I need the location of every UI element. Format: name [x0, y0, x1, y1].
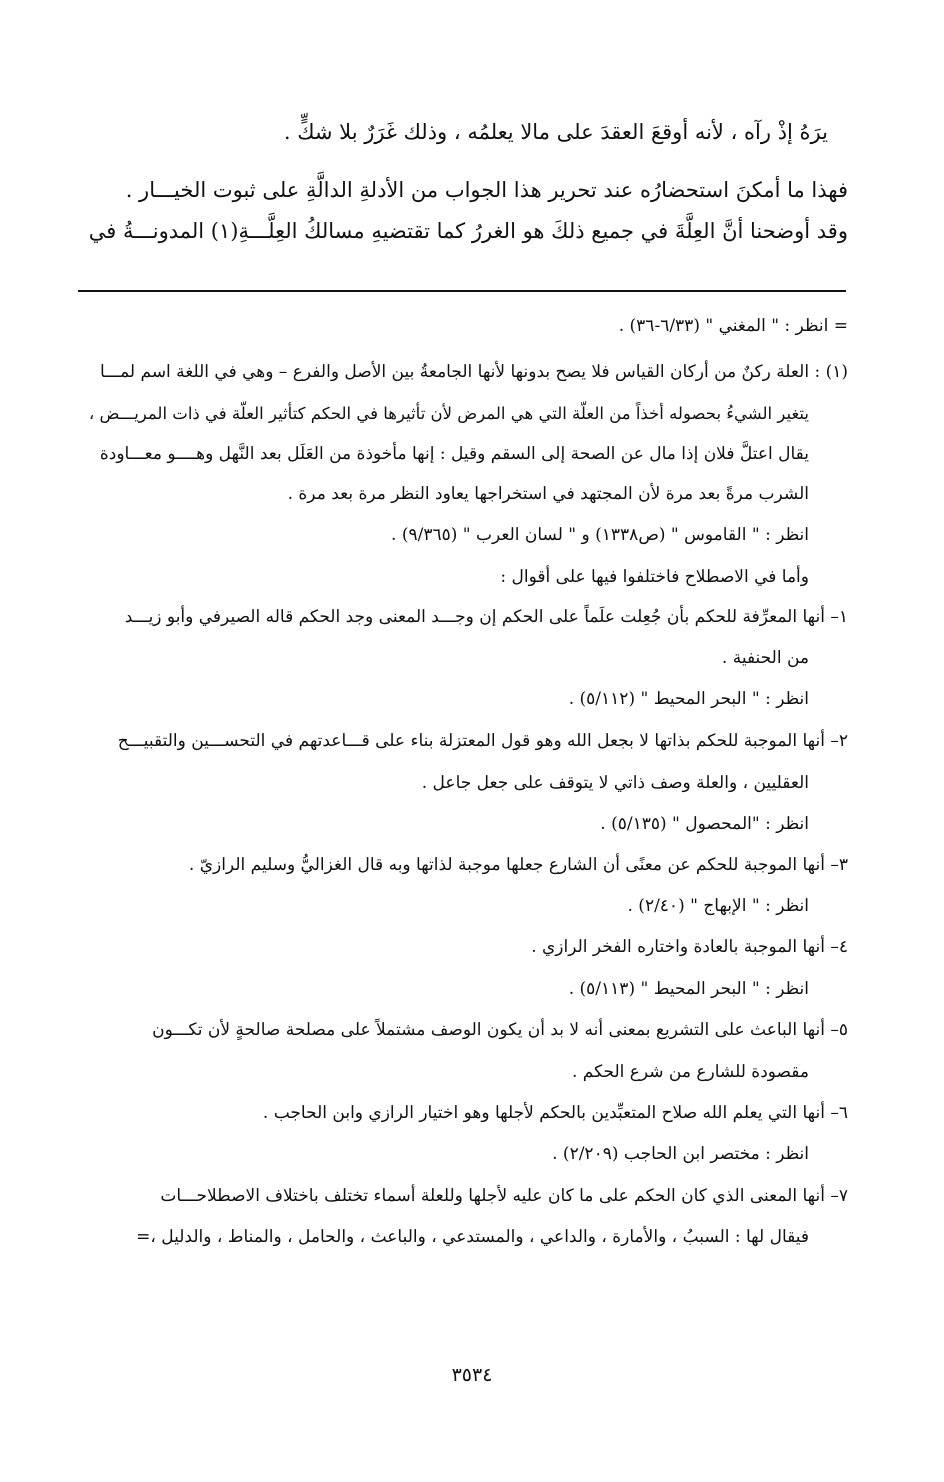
page-number: ٣٥٣٤: [451, 1364, 493, 1386]
footnote-line-19: مقصودة للشارع من شرع الحكم .: [571, 1062, 809, 1082]
footnote-line-1: = انظر : " المغني " (٦/٣٣-٣٦) .: [618, 316, 848, 336]
footnote-line-22: ٧– أنها المعنى الذي كان الحكم على ما كان عليه لأجلها وللعلة أسماء تختلف باختلاف الاصطلاحـــات: [160, 1186, 848, 1206]
footnote-line-10: انظر : " البحر المحيط " (٥/١١٢) .: [568, 689, 809, 709]
footnote-line-21: انظر : مختصر ابن الحاجب (٢/٢٠٩) .: [552, 1144, 809, 1164]
footnote-line-13: انظر : "المحصول " (٥/١٣٥) .: [600, 814, 809, 834]
body-line-1: يرَهُ إذْ رآه ، لأنه أوقعَ العقدَ على مالا يعلمُه ، وذلك غَرَرٌ بلا شكٍّ .: [283, 120, 828, 144]
footnote-line-4: يقال اعتلَّ فلان إذا مال عن الصحة إلى السقم وقيل : إنها مأخوذة من العَلَل بعد النَّهل وهــــو معـــاودة: [99, 444, 809, 464]
footnote-line-8: ١– أنها المعرِّفة للحكم بأن جُعِلت علَماً على الحكم إن وجـــد المعنى وجد الحكم قاله الصيرفي وأبو زيـــد: [124, 607, 848, 627]
footnote-line-15: انظر : " الإبهاج " (٢/٤٠) .: [627, 896, 809, 916]
footnote-separator: [78, 290, 846, 292]
body-line-2: فهذا ما أمكنَ استحضارُه عند تحرير هذا الجواب من الأدلةِ الدالَّةِ على ثبوت الخيـــار .: [125, 178, 848, 202]
body-line-3: وقد أوضحنا أنَّ العِلَّةَ في جميع ذلكَ هو الغررُ كما تقتضيهِ مسالكُ العِلَّـــةِ(١) المدونـــةُ في: [88, 219, 848, 243]
footnote-line-17: انظر : " البحر المحيط " (٥/١١٣) .: [568, 979, 809, 999]
footnote-line-9: من الحنفية .: [721, 648, 809, 668]
footnote-line-3: يتغير الشيءُ بحصوله أخذاً من العلّة التي هي المرض لأن تأثيرها في الحكم كتأثير العلّة في ذات المريـــض ،: [88, 404, 809, 423]
footnote-line-2: (١) : العلة ركنٌ من أركان القياس فلا يصح بدونها لأنها الجامعةُ بين الأصل والفرع – وهي في اللغة اسم لمـــا: [99, 362, 848, 382]
footnote-line-5: الشرب مرةً بعد مرة لأن المجتهد في استخراجها يعاود النظر مرة بعد مرة .: [287, 484, 809, 504]
footnote-line-6: انظر : " القاموس " (ص١٣٣٨) و " لسان العرب " (٩/٣٦٥) .: [391, 525, 809, 545]
footnote-line-12: العقليين ، والعلة وصف ذاتي لا يتوقف على جعل جاعل .: [421, 773, 809, 793]
footnote-line-7: وأما في الاصطلاح فاختلفوا فيها على أقوال :: [500, 567, 809, 587]
footnote-line-16: ٤– أنها الموجبة بالعادة واختاره الفخر الرازي .: [531, 937, 848, 957]
footnote-line-18: ٥– أنها الباعث على التشريع بمعنى أنه لا بد أن يكون الوصف مشتملاً على مصلحة صالحةٍ لأن تكـــون: [152, 1020, 848, 1040]
footnote-line-11: ٢– أنها الموجبة للحكم بذاتها لا بجعل الله وهو قول المعتزلة بناء على قـــاعدتهم في التحســـين والتقبيـــح: [117, 731, 848, 751]
footnote-line-23: فيقال لها : السببُ ، والأمارة ، والداعي ، والمستدعي ، والباعث ، والحامل ، والمناط ، والدليل ،=: [136, 1227, 809, 1247]
footnote-line-20: ٦– أنها التي يعلم الله صلاح المتعبِّدين بالحكم لأجلها وهو اختيار الرازي وابن الحاجب .: [262, 1103, 848, 1123]
footnote-line-14: ٣– أنها الموجبة للحكم عن معنًى أن الشارع جعلها موجبة لذاتها وبه قال الغزاليُّ وسليم الرازيّ .: [188, 855, 848, 875]
